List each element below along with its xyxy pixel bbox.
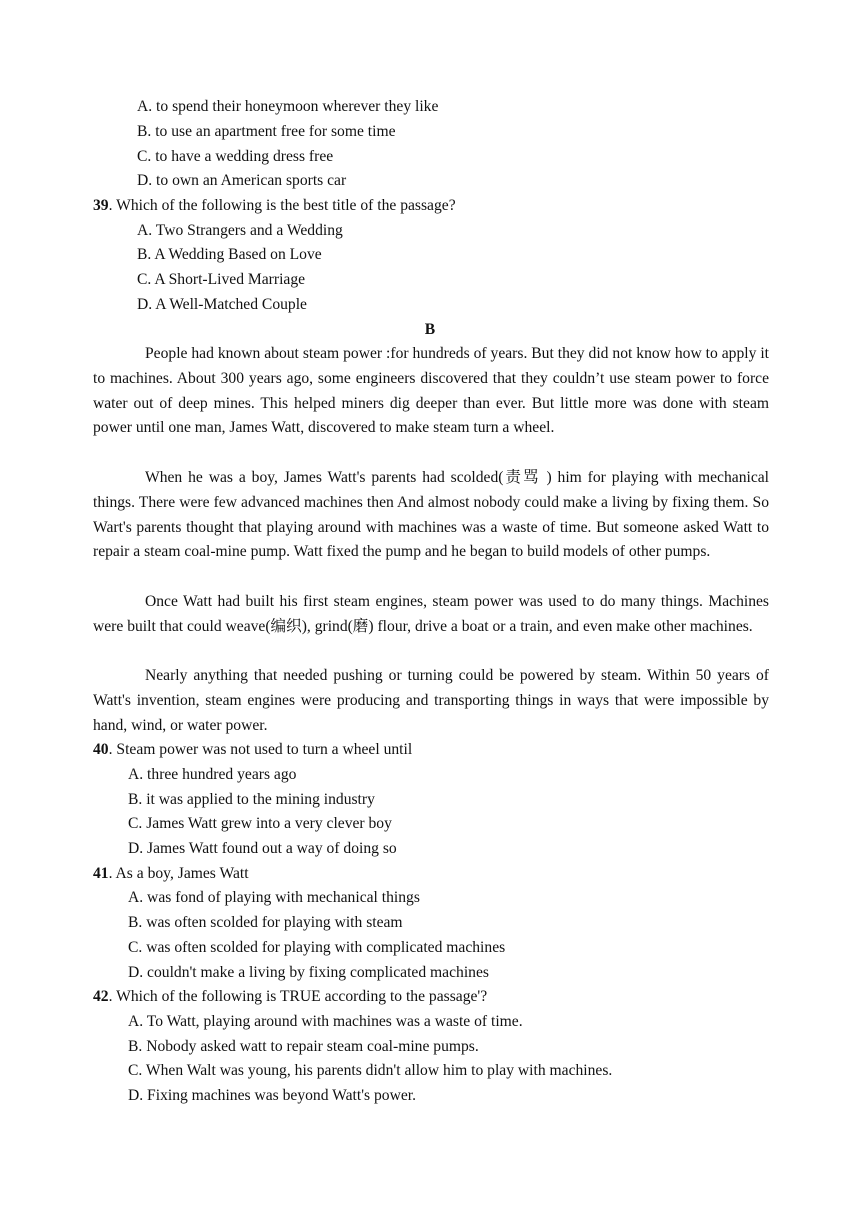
q39-option-d: D. A Well-Matched Couple xyxy=(137,296,307,313)
q41-text: . As a boy, James Watt xyxy=(108,865,249,882)
q38-option-b: B. to use an apartment free for some time xyxy=(137,123,396,140)
q39-option-c: C. A Short-Lived Marriage xyxy=(137,271,306,288)
q38-option-c: C. to have a wedding dress free xyxy=(137,148,334,165)
q38-option-a: A. to spend their honeymoon wherever they like xyxy=(137,98,439,115)
q39-number: 39 xyxy=(93,197,109,214)
q42-text: . Which of the following is TRUE according to the passage'? xyxy=(108,988,488,1005)
q41-option-d: D. couldn't make a living by fixing complicated machines xyxy=(128,964,489,981)
section-heading: B xyxy=(424,321,436,338)
q39-stem xyxy=(93,194,456,219)
q42-option-a: A. To Watt, playing around with machines was a waste of time. xyxy=(128,1013,523,1030)
q40-option-b: B. it was applied to the mining industry xyxy=(128,791,375,808)
q39-option-a: A. Two Strangers and a Wedding xyxy=(137,222,343,239)
passage-paragraph-1: People had known about steam power :for hundreds of years. But they did not know how to apply it to machines. About 300 years ago, some engineers discovered that they couldn’t use steam power to force water out of deep mines. This helped miners dig deeper than ever. But little more was done with steam power until one man, James Watt, discovered to make steam turn a wheel. xyxy=(93,345,769,437)
q42-option-b: B. Nobody asked watt to repair steam coal-mine pumps. xyxy=(128,1038,479,1055)
q42-number: 42 xyxy=(93,988,109,1005)
q41-stem xyxy=(93,862,249,887)
q41-option-c: C. was often scolded for playing with complicated machines xyxy=(128,939,506,956)
q42-stem xyxy=(93,985,487,1010)
q38-option-d: D. to own an American sports car xyxy=(137,172,347,189)
q42-option-d: D. Fixing machines was beyond Watt's power. xyxy=(128,1087,416,1104)
q42-option-c: C. When Walt was young, his parents didn't allow him to play with machines. xyxy=(128,1062,613,1079)
passage-paragraph-2: When he was a boy, James Watt's parents had scolded(责骂 ) him for playing with mechanical things. There were few advanced machines then And almost nobody could make a living by fixing them. So Wart's parents thought that playing around with machines was a waste of time. But someone asked Watt to repair a steam coal-mine pump. Watt fixed the pump and he began to build models of other pumps. xyxy=(93,469,769,561)
q41-option-b: B. was often scolded for playing with steam xyxy=(128,914,403,931)
q40-option-d: D. James Watt found out a way of doing so xyxy=(128,840,397,857)
q39-option-b: B. A Wedding Based on Love xyxy=(137,246,322,263)
q39-text: . Which of the following is the best title of the passage? xyxy=(108,197,456,214)
q40-option-a: A. three hundred years ago xyxy=(128,766,297,783)
q41-option-a: A. was fond of playing with mechanical things xyxy=(128,889,420,906)
passage-paragraph-3: Once Watt had built his first steam engines, steam power was used to do many things. Machines were built that could weave(编织), grind(磨) flour, drive a boat or a train, and even make other machines. xyxy=(93,593,769,635)
q40-text: . Steam power was not used to turn a wheel until xyxy=(108,741,413,758)
q40-stem xyxy=(93,738,412,763)
passage-paragraph-4: Nearly anything that needed pushing or turning could be powered by steam. Within 50 years of Watt's invention, steam engines were producing and transporting things in ways that were impossible by hand, wind, or water power. xyxy=(93,667,769,734)
q41-number: 41 xyxy=(93,865,109,882)
q40-option-c: C. James Watt grew into a very clever boy xyxy=(128,815,392,832)
q40-number: 40 xyxy=(93,741,109,758)
